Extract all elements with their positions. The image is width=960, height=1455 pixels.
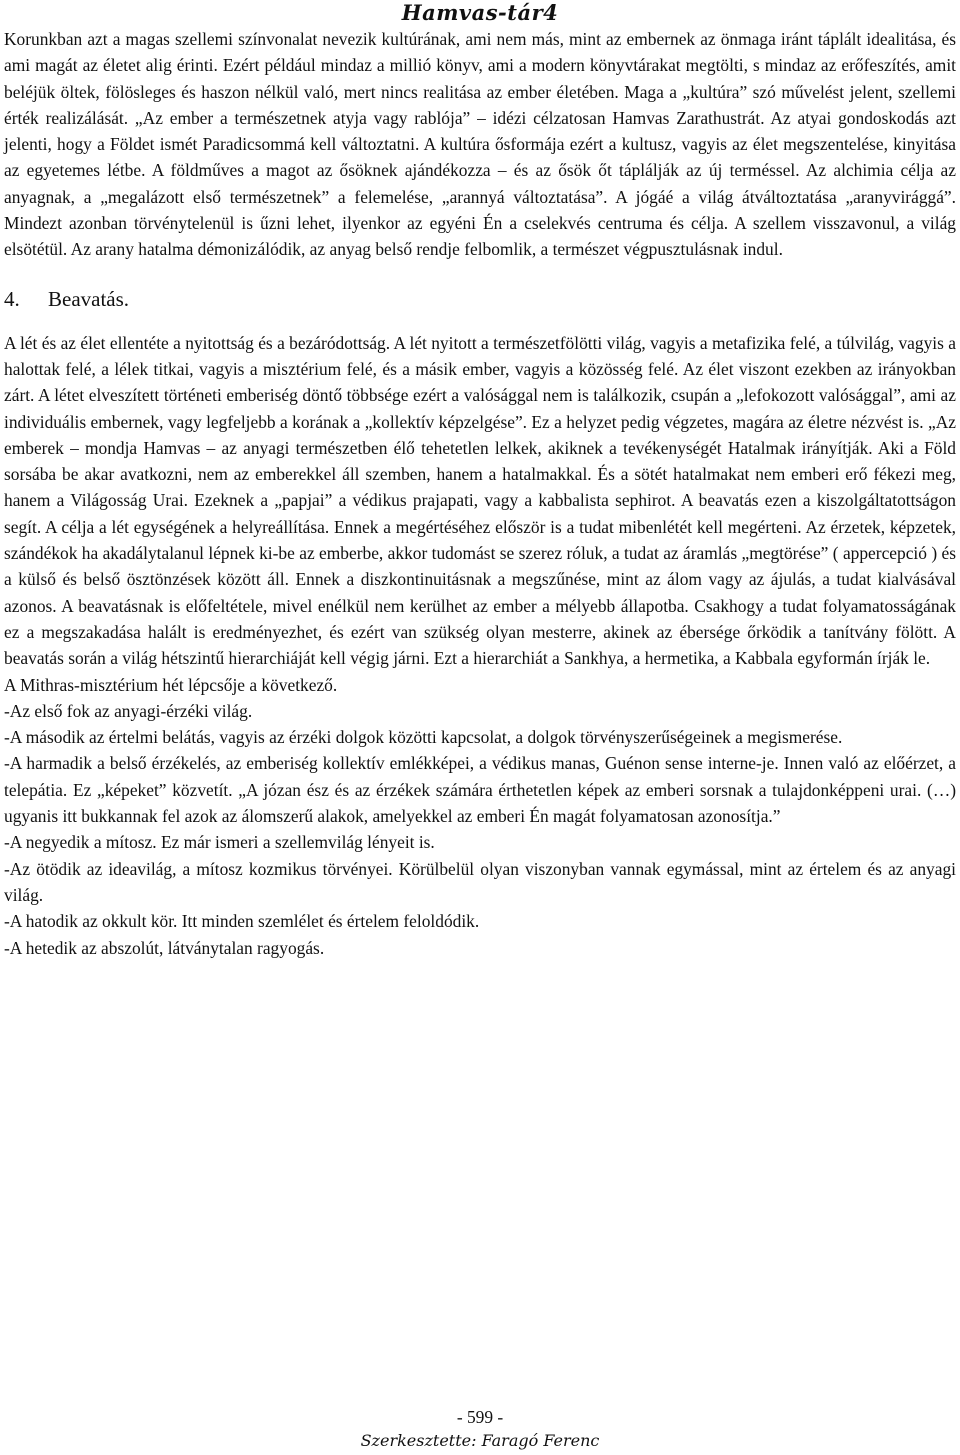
section-heading xyxy=(4,286,956,312)
section-number: 4. xyxy=(4,286,20,311)
list-item-6: -A hatodik az okkult kör. Itt minden szemlélet és értelem feloldódik. xyxy=(4,911,480,932)
paragraph-intro: Korunkban azt a magas szellemi színvonalat nevezik kultúrának, ami nem más, mint az embernek az önmaga iránt táplált idealitása, és ami magát az életet alig érinti. Ezért például mindaz a millió könyv, ami a modern könyvtárakat megtölti, s mindaz az erőfeszítés, amit beléjük öltek, fölösleges és haszon nélkül való, mert nincs realitása az ember életében. Maga a „kultúra” szó művelést jelent, szellemi érték realizálását. „Az ember a természetnek atyja vagy rablója” – idézi célzatosan Hamvas Zarathustrát. Az atyai gondoskodás azt jelenti, hogy a Földet ismét Paradicsommá kell változtatni. A kultúra ősformája ezért a kultusz, vagyis az élet megszentelése, kinyitása az egyetemes létbe. A földműves a magot az ősöknek ajándékozza – és az ősök őt táplálják az új terméssel. Az alchimia célja az anyagnak, a „megalázott első természetnek” a felemelése, „arannyá változtatása”. A jógáé a világ átváltoztatása „aranyvirággá”. Mindezt azonban törvénytelenül is űzni lehet, ilyenkor az egyéni Én a cselekvés centruma és célja. A szellem visszavonul, a világ elsötétül. Az arany hatalma démonizálódik, az anyag belső rendje felbomlik, a természet végpusztulásnak indul. xyxy=(4,29,956,260)
list-item-5: -Az ötödik az ideavilág, a mítosz kozmikus törvényei. Körülbelül olyan viszonyban vannak egymással, mint az értelem és az anyagi világ. xyxy=(4,858,956,905)
list-item-1: -Az első fok az anyagi-érzéki világ. xyxy=(4,700,253,721)
page-number: - 599 - xyxy=(456,1407,504,1427)
paragraph-list-intro: A Mithras-misztérium hét lépcsője a következő. xyxy=(4,674,338,695)
editor-credit: Szerkesztette: Faragó Ferenc xyxy=(360,1431,600,1450)
paragraph-main: A lét és az élet ellentéte a nyitottság és a bezáródottság. A lét nyitott a természetfölötti világ, vagyis a metafizika felé, a túlvilág, vagyis a halottak felé, a lélek titkai, vagyis a misztérium felé, és a másik ember, vagyis a közösség felé. Az élet viszont ezekben az irányokban zárt. A létet elveszített történeti emberiség döntő többsége ezért a valósággal nem is találkozik, csupán a „lefokozott valósággal”, ami az individuális embernek, vagy legfeljebb a korának a „kollektív képzelgése”. Ez a helyzet pedig végzetes, magára az életre nézvést is. „Az emberek – mondja Hamvas – az anyagi természetben élő tehetetlen lelkek, akiknek a tevékenységét Hatalmak irányítják. Aki a Föld sorsába be akar avatkozni, nem az emberekkel áll szemben, hanem a hatalmakkal. És a sötét hatalmakat nem emberi erő fékezi meg, hanem a Világosság Urai. Ezeknek a „papjai” a védikus prajapati, vagy a kabbalista sephirot. A beavatás ezen a kiszolgáltatottságon segít. A célja a lét egységének a helyreállítása. Ennek a megértéséhez először is a tudat mibenlétét kell megérteni. Az érzetek, képzetek, szándékok ha akadálytalanul lépnek ki-be az emberbe, akkor tudomást se szerez róluk, a tudat az áramlás „megtörése” ( appercepció ) és a külső és belső ösztönzések között áll. Ennek a diszkontinuitásnak a megszűnése, mint az álom vagy az ájulás, a tudat kialvásával azonos. A beavatásnak is előfeltétele, mivel enélkül nem kerülhet az ember a mélyebb állapotba. Csakhogy a tudat folyamatosságának ez a megszakadása halált is eredményezhet, és ezért van szükség olyan mesterre, akinek az ébersége őrködik a tanítvány fölött. A beavatás során a világ hétszintű hierarchiáját kell végig járni. Ezt a hierarchiát a Sankhya, a hermetika, a Kabbala egyformán írják le. xyxy=(4,332,956,669)
list-item-2: -A második az értelmi belátás, vagyis az érzéki dolgok közötti kapcsolat, a dolgok törvényszerűségeinek a megismerése. xyxy=(4,727,843,748)
list-item-4: -A negyedik a mítosz. Ez már ismeri a szellemvilág lényeit is. xyxy=(4,832,435,853)
list-item-3: -A harmadik a belső érzékelés, az emberiség kollektív emlékképei, a védikus manas, Guénon sense interne-je. Innen való az előérzet, a telepátia. Ez „képeket” közvetít. „A józan ész és az érzékek számára érthetetlen képek az emberi sorsnak a tulajdonképpeni urai. (…) ugyanis itt bukkannak fel azok az álomszerű alakok, amelyekkel az emberi Én magát folyamatosan azonosítja.” xyxy=(4,753,956,827)
section-title: Beavatás. xyxy=(48,286,130,311)
running-header: Hamvas-tár4 xyxy=(401,0,559,25)
list-item-7: -A hetedik az abszolút, látványtalan ragyogás. xyxy=(4,937,325,958)
document-body xyxy=(4,26,956,961)
